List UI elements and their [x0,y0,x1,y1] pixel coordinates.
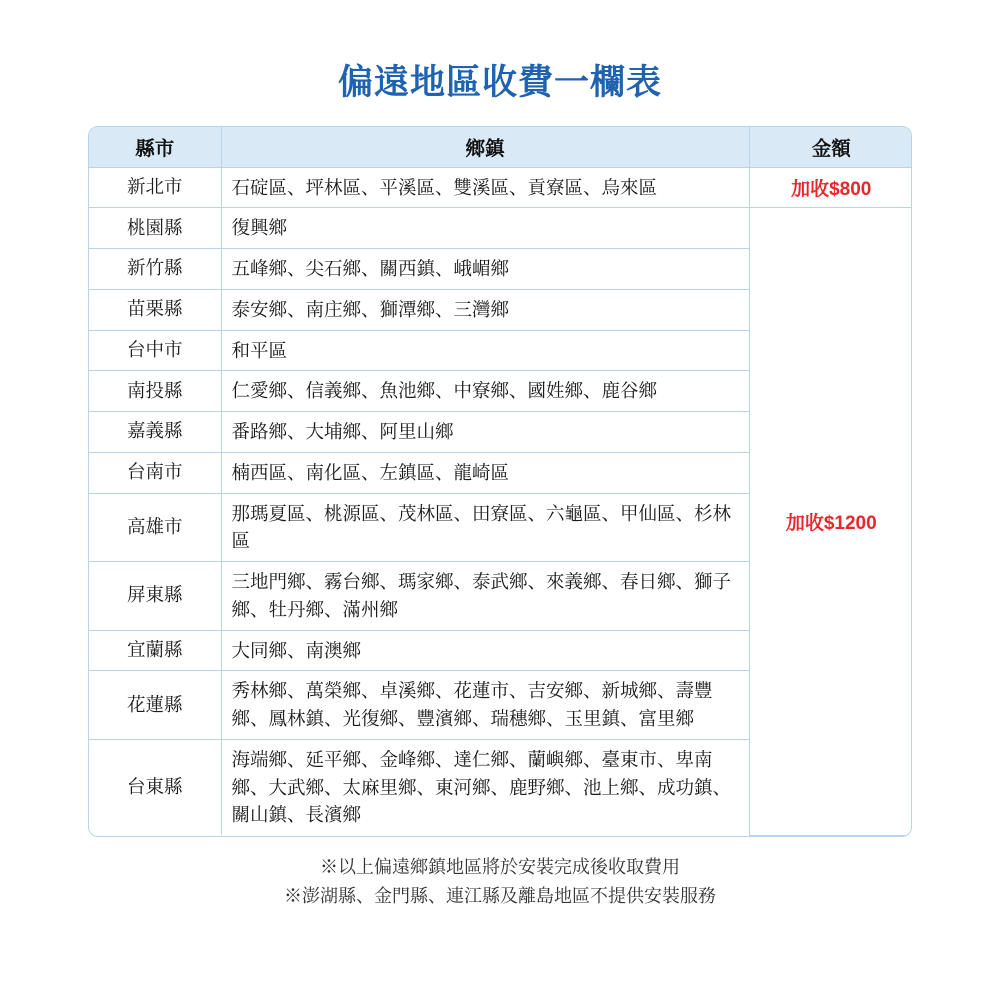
cell-county: 嘉義縣 [89,412,221,453]
footnote-2: ※澎湖縣、金門縣、連江縣及離島地區不提供安裝服務 [284,886,716,907]
footnote-1: ※以上偏遠鄉鎮地區將於安裝完成後收取費用 [320,856,680,877]
cell-county: 屏東縣 [89,562,221,631]
cell-county: 桃園縣 [89,208,221,249]
cell-fee-800: 加收$800 [749,167,912,208]
cell-county: 台中市 [89,330,221,371]
fee-table [89,127,912,836]
cell-county: 台東縣 [89,739,221,835]
cell-town: 石碇區、坪林區、平溪區、雙溪區、貢寮區、烏來區 [221,167,749,208]
cell-town: 那瑪夏區、桃源區、茂林區、田寮區、六龜區、甲仙區、杉林區 [221,493,749,562]
table-header [89,127,912,167]
cell-county: 高雄市 [89,493,221,562]
table-row [89,167,912,208]
table-row [89,208,912,249]
column-header-fee: 金額 [749,127,912,167]
cell-town: 楠西區、南化區、左鎮區、龍崎區 [221,452,749,493]
fee-table-container [88,126,912,837]
cell-town: 番路鄉、大埔鄉、阿里山鄉 [221,412,749,453]
cell-town: 復興鄉 [221,208,749,249]
column-header-county: 縣市 [89,127,221,167]
cell-town: 仁愛鄉、信義鄉、魚池鄉、中寮鄉、國姓鄉、鹿谷鄉 [221,371,749,412]
table-body [89,167,912,835]
cell-fee-1200: 加收$1200 [749,208,912,835]
cell-county: 南投縣 [89,371,221,412]
cell-town: 五峰鄉、尖石鄉、關西鎮、峨嵋鄉 [221,249,749,290]
cell-county: 台南市 [89,452,221,493]
cell-county: 新北市 [89,167,221,208]
cell-town: 大同鄉、南澳鄉 [221,630,749,671]
cell-county: 苗栗縣 [89,289,221,330]
cell-town: 秀林鄉、萬榮鄉、卓溪鄉、花蓮市、吉安鄉、新城鄉、壽豐鄉、鳳林鎮、光復鄉、豐濱鄉、瑞穗鄉、玉里鎮、富里鄉 [221,671,749,740]
footnotes [0,853,1000,912]
cell-county: 宜蘭縣 [89,630,221,671]
page-title: 偏遠地區收費一欄表 [337,63,662,102]
column-header-town: 鄉鎮 [221,127,749,167]
cell-town: 三地門鄉、霧台鄉、瑪家鄉、泰武鄉、來義鄉、春日鄉、獅子鄉、牡丹鄉、滿州鄉 [221,562,749,631]
cell-town: 和平區 [221,330,749,371]
cell-town: 泰安鄉、南庄鄉、獅潭鄉、三灣鄉 [221,289,749,330]
cell-county: 花蓮縣 [89,671,221,740]
table-header-row [89,127,912,167]
cell-county: 新竹縣 [89,249,221,290]
cell-town: 海端鄉、延平鄉、金峰鄉、達仁鄉、蘭嶼鄉、臺東市、卑南鄉、大武鄉、太麻里鄉、東河鄉、鹿野鄉、池上鄉、成功鎮、關山鎮、長濱鄉 [221,739,749,835]
